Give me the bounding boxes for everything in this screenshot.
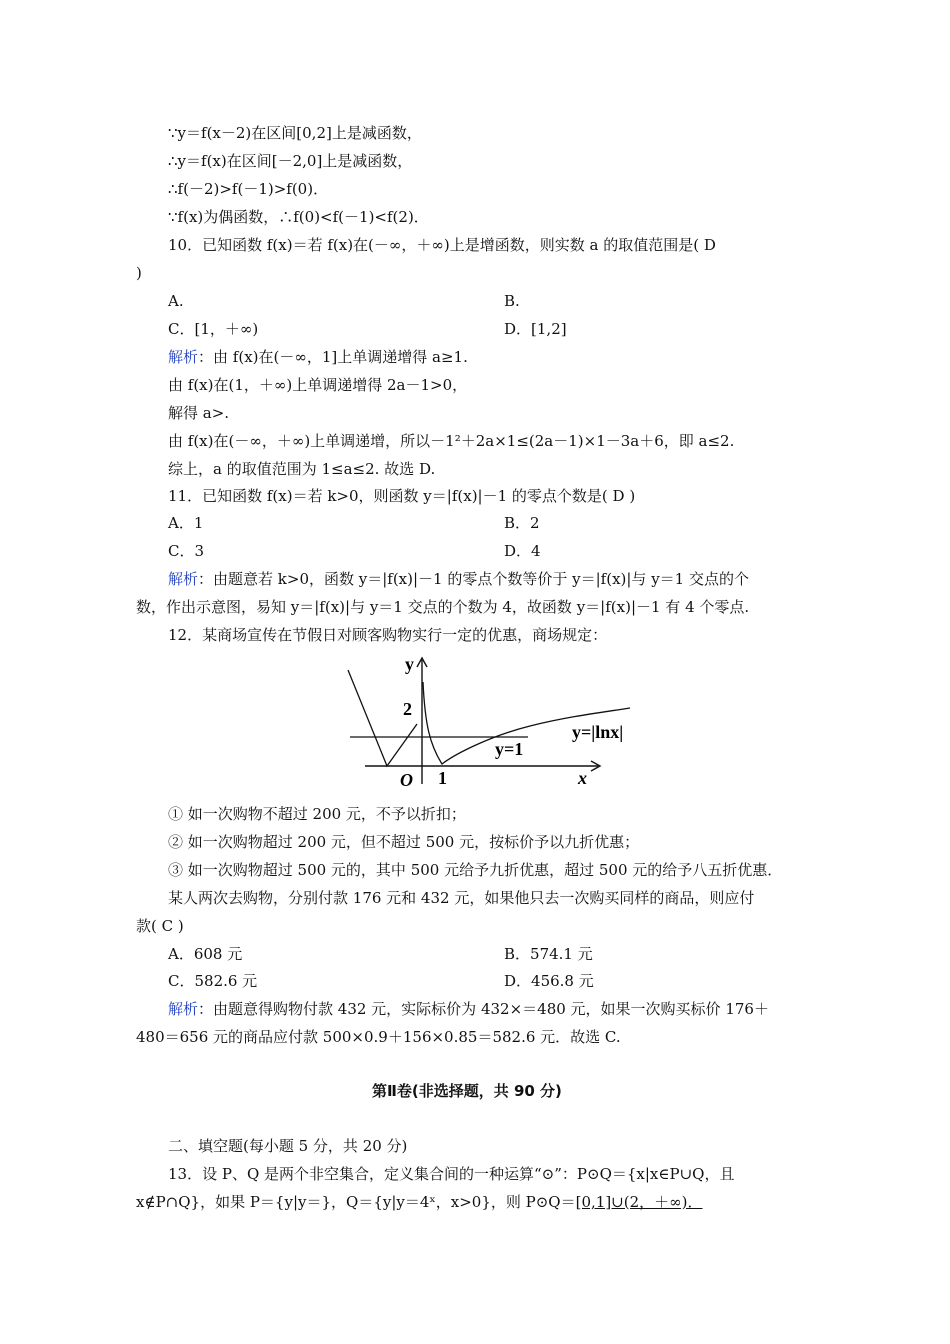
question-13-cont	[136, 1192, 702, 1212]
text-line: ∴y＝f(x)在区间[－2,0]上是减函数，	[168, 152, 413, 170]
text-line: ∵y＝f(x－2)在区间[0,2]上是减函数，	[168, 124, 422, 142]
option-a: A．608 元	[168, 945, 243, 963]
option-a: A.	[168, 292, 184, 310]
analysis-label: 解析	[168, 1000, 199, 1018]
analysis-text: ：由题意若 k>0，函数 y＝|f(x)|－1 的零点个数等价于 y＝|f(x)|与 y＝1 交点的个	[198, 570, 749, 588]
option-d: D．[1,2]	[504, 320, 567, 338]
text-line: 数，作出示意图，易知 y＝|f(x)|与 y＝1 交点的个数为 4，故函数 y＝|f(x)|－1 有 4 个零点.	[136, 598, 750, 616]
section-title: 第Ⅱ卷(非选择题，共 90 分)	[372, 1082, 562, 1100]
rule-3: ③ 如一次购物超过 500 元的，其中 500 元给予九折优惠，超过 500 元的给予八五折优惠．	[168, 861, 783, 879]
question-10: 10．已知函数 f(x)＝若 f(x)在(－∞，＋∞)上是增函数，则实数 a 的取值范围是( D	[168, 236, 716, 254]
question-11: 11．已知函数 f(x)＝若 k>0，则函数 y＝|f(x)|－1 的零点个数是( D )	[168, 487, 636, 505]
analysis-text: ：由 f(x)在(－∞，1]上单调递增得 a≥1.	[198, 348, 468, 366]
rule-2: ② 如一次购物超过 200 元，但不超过 500 元，按标价予以九折优惠；	[168, 833, 640, 851]
origin-label: O	[400, 770, 413, 790]
text-line: ∴f(－2)>f(－1)>f(0)．	[168, 180, 329, 198]
analysis-text: ：由题意得购物付款 432 元，实际标价为 432×＝480 元，如果一次购买标价 176＋	[198, 1000, 769, 1018]
text-line: 由 f(x)在(－∞，＋∞)上单调递增，所以－1²＋2a×1≤(2a－1)×1－3a＋6，即 a≤2.	[168, 432, 735, 450]
text-line: 综上，a 的取值范围为 1≤a≤2. 故选 D.	[168, 460, 436, 478]
curve-label: y=|lnx|	[572, 722, 624, 742]
rule-1: ① 如一次购物不超过 200 元，不予以折扣；	[168, 805, 466, 823]
tick-label-1: 1	[438, 768, 447, 788]
question-text: x∉P∩Q}，如果 P＝{y|y＝}，Q＝{y|y＝4ˣ，x>0}，则 P⊙Q＝	[136, 1193, 576, 1211]
text-line: 由 f(x)在(1，＋∞)上单调递增得 2a－1>0，	[168, 376, 468, 394]
option-c: C．3	[168, 542, 205, 560]
analysis-11	[168, 569, 749, 589]
analysis-label: 解析	[168, 570, 199, 588]
analysis-label: 解析	[168, 348, 199, 366]
fill-in-title: 二、填空题(每小题 5 分，共 20 分)	[168, 1137, 408, 1155]
text-line: 某人两次去购物，分别付款 176 元和 432 元，如果他只去一次购买同样的商品，则应付	[168, 889, 755, 907]
option-d: D．456.8 元	[504, 972, 594, 990]
option-b: B．2	[504, 514, 540, 532]
option-b: B.	[504, 292, 520, 310]
option-b: B．574.1 元	[504, 945, 593, 963]
tick-label-2: 2	[403, 699, 412, 719]
analysis-12	[168, 999, 769, 1019]
answer-underlined: [0,1]∪(2，＋∞)．	[575, 1193, 703, 1211]
line-label: y=1	[495, 739, 524, 759]
option-a: A．1	[168, 514, 204, 532]
x-axis-label: x	[578, 768, 587, 788]
question-13: 13．设 P、Q 是两个非空集合，定义集合间的一种运算“⊙”：P⊙Q＝{x|x∈P∪Q，且	[168, 1165, 735, 1183]
graph-figure	[330, 650, 640, 790]
text-line: 解得 a>.	[168, 404, 230, 422]
analysis-10	[168, 347, 468, 367]
text-line: 款( C )	[136, 917, 184, 935]
option-c: C．582.6 元	[168, 972, 258, 990]
option-d: D．4	[504, 542, 541, 560]
question-12: 12．某商场宣传在节假日对顾客购物实行一定的优惠，商场规定：	[168, 626, 608, 644]
text-line: 480＝656 元的商品应付款 500×0.9＋156×0.85＝582.6 元．故选 C.	[136, 1028, 621, 1046]
y-axis-label: y	[405, 654, 414, 674]
text-line: ∵f(x)为偶函数，∴f(0)<f(－1)<f(2)．	[168, 208, 429, 226]
option-c: C．[1，＋∞)	[168, 320, 259, 338]
question-10-cont: )	[136, 264, 142, 282]
